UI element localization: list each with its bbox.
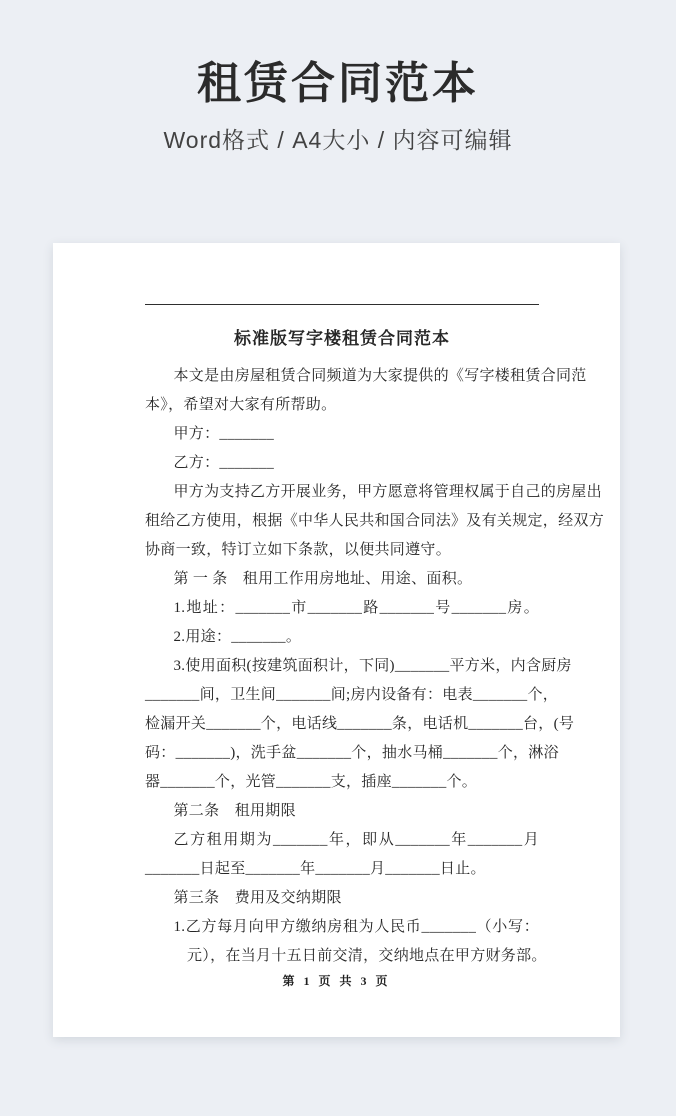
document-body xyxy=(145,362,605,971)
doc-line: 元），在当月十五日前交清，交纳地点在甲方财务部。 xyxy=(187,948,547,964)
doc-line: 协商一致，特订立如下条款，以便共同遵守。 xyxy=(145,542,452,558)
document-content xyxy=(145,243,605,971)
doc-line: 乙方租用期为_______年，即从_______年_______月 xyxy=(173,832,539,848)
doc-line: 1.乙方每月向甲方缴纳房租为人民币_______（小写： xyxy=(173,919,539,935)
doc-line: 本文是由房屋租赁合同频道为大家提供的《写字楼租赁合同范 xyxy=(173,368,587,384)
doc-line: 第三条 费用及交纳期限 xyxy=(173,890,342,906)
doc-line: 第二条 租用期限 xyxy=(173,803,296,819)
doc-line: 甲方：_______ xyxy=(173,426,275,442)
doc-line: 甲方为支持乙方开展业务，甲方愿意将管理权属于自己的房屋出 xyxy=(173,484,602,500)
doc-line: 本》，希望对大家有所帮助。 xyxy=(145,397,337,413)
doc-line: 1.地址：_______市_______路_______号_______房。 xyxy=(173,600,539,616)
document-page xyxy=(53,243,620,1037)
doc-line: 乙方：_______ xyxy=(173,455,275,471)
doc-line: 码：_______)，洗手盆_______个，抽水马桶_______个，淋浴 xyxy=(145,745,559,761)
doc-line: _______间，卫生间_______间;房内设备有：电表_______个， xyxy=(145,687,559,703)
doc-line: 2.用途：_______。 xyxy=(173,629,302,645)
page-subtitle: Word格式 / A4大小 / 内容可编辑 xyxy=(163,127,513,154)
doc-line: 检漏开关_______个，电话线_______条，电话机_______台，(号 xyxy=(145,716,575,732)
header xyxy=(0,60,676,155)
document-title: 标准版写字楼租赁合同范本 xyxy=(234,329,450,348)
doc-line: 3.使用面积(按建筑面积计，下同)_______平方米，内含厨房 xyxy=(173,658,572,674)
page-number-footer: 第 1 页 共 3 页 xyxy=(282,974,391,988)
document-divider xyxy=(145,304,539,305)
page-title: 租赁合同范本 xyxy=(197,59,479,108)
doc-line: 第 一 条 租用工作用房地址、用途、面积。 xyxy=(173,571,473,587)
doc-line: 租给乙方使用，根据《中华人民共和国合同法》及有关规定，经双方 xyxy=(145,513,605,529)
doc-line: _______日起至_______年_______月_______日止。 xyxy=(145,861,486,877)
doc-line: 器_______个，光管_______支，插座_______个。 xyxy=(145,774,478,790)
